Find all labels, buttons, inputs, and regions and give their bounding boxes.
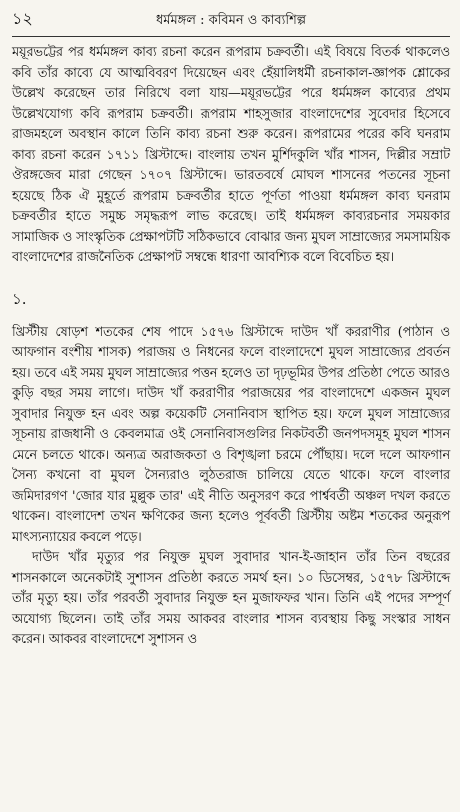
- paragraph-subahdars: দাউদ খাঁর মৃত্যুর পর নিযুক্ত মুঘল সুবাদার খান-ই-জাহান তাঁর তিন বছরের শাসনকালে অনেকটাই সুশাসন প্রতিষ্ঠা করতে সমর্থ হন। ১০ ডিসেম্বর, ১৫৭৮ খ্রিস্টাব্দে তাঁর মৃত্যু হয়। তাঁর পরবর্তী সুবাদার নিযুক্ত হন মুজাফফর খান। তিনি এই পদের সম্পূর্ণ অযোগ্য ছিলেন। তাই তাঁর সময় আকবর বাংলার শাসন ব্যবস্থায় কিছু সংস্কার সাধন করেন। আকবর বাংলাদেশে সুশাসন ও: [12, 550, 450, 647]
- running-header: [12, 8, 450, 37]
- page-number: ১২: [12, 9, 33, 28]
- paragraph-intro: ময়ূরভট্টের পর ধর্মমঙ্গল কাব্য রচনা করেন রূপরাম চক্রবর্তী। এই বিষয়ে বিতর্ক থাকলেও কবি তাঁর কাব্যে যে আত্মবিবরণ দিয়েছেন এবং হেঁয়ালিধর্মী রচনাকাল-জ্ঞাপক শ্লোকের উল্লেখ করেছেন তার নিরিখে বলা যায়—ময়ূরভট্টের পরে ধর্মমঙ্গল কাব্যের প্রথম উল্লেখযোগ্য কবি রূপরাম চক্রবর্তী। রূপরাম শাহসুজার বাংলাদেশের সুবেদার হিসেবে রাজমহলে অবস্থান কালে তিনি কাব্য রচনা শুরু করেন। রূপরামের পরের কবি ঘনরাম কাব্য রচনা করেন ১৭১১ খ্রিস্টাব্দে। বাংলায় তখন মুর্শিদকুলি খাঁর শাসন, দিল্লীর সম্রাট ঔরঙ্গজেব মারা গেছেন ১৭০৭ খ্রিস্টাব্দে। ভারতবর্ষে মোঘল শাসনের পতনের সূচনা হয়েছে ঠিক ঐ মুহূর্তে রূপরাম চক্রবর্তীর হাতে পূর্ণতা পাওয়া ধর্মমঙ্গল কাব্য ঘনরাম চক্রবর্তীর হাতে সমুচ্চ সমৃদ্ধরূপ লাভ করেছে। তাই ধর্মমঙ্গল কাব্যরচনার সময়কার সামাজিক ও সাংস্কৃতিক প্রেক্ষাপটটি সঠিকভাবে বোঝার জন্য মুঘল সাম্রাজ্যের সমসাময়িক বাংলাদেশের রাজনৈতিক প্রেক্ষাপট সম্বন্ধে ধারণা আবশ্যিক বলে বিবেচিত হয়।: [12, 45, 450, 265]
- paragraph-mughal-establishment: খ্রিস্টীয় ষোড়শ শতকের শেষ পাদে ১৫৭৬ খ্রিস্টাব্দে দাউদ খাঁ কররাণীর (পাঠান ও আফগান বংশীয় শাসক) পরাজয় ও নিধনের ফলে বাংলাদেশে মুঘল সাম্রাজ্যের প্রবর্তন হয়। তবে এই সময় মুঘল সাম্রাজ্যের পত্তন হলেও তা দৃঢ়ভূমির উপর প্রতিষ্ঠা পেতে আরও কুড়ি বছর সময় লাগে। দাউদ খাঁ কররাণীর পরাজয়ের পর বাংলাদেশে একজন মুঘল সুবাদার নিযুক্ত হন এবং অল্প কয়েকটি সেনানিবাস স্থাপিত হয়। ফলে মুঘল সাম্রাজ্যের সূচনায় রাজধানী ও কেবলমাত্র ওই সেনানিবাসগুলির নিকটবর্তী জনপদসমূহ মুঘল শাসন মেনে চলতে থাকে। অন্যত্র অরাজকতা ও বিশৃঙ্খলা চরমে পৌঁছায়। দলে দলে আফগান সৈন্য কখনো বা মুঘল সৈন্যরাও লুঠতরাজ চালিয়ে যেতে থাকে। ফলে বাংলার জমিদারগণ 'জোর যার মুল্লুক তার' এই নীতি অনুসরণ করে পার্শ্ববর্তী অঞ্চল দখল করতে থাকেন। বাংলাদেশ তখন ক্ষণিকের জন্য হলেও পূর্ববর্তী খ্রিস্টীয় অষ্টম শতকের অনুরূপ মাৎস্যন্যায়ের কবলে পড়ে।: [12, 324, 450, 545]
- section-number: ১.: [12, 289, 27, 308]
- running-title: ধর্মমঙ্গল : কবিমন ও কাব্যশিল্প: [155, 13, 307, 28]
